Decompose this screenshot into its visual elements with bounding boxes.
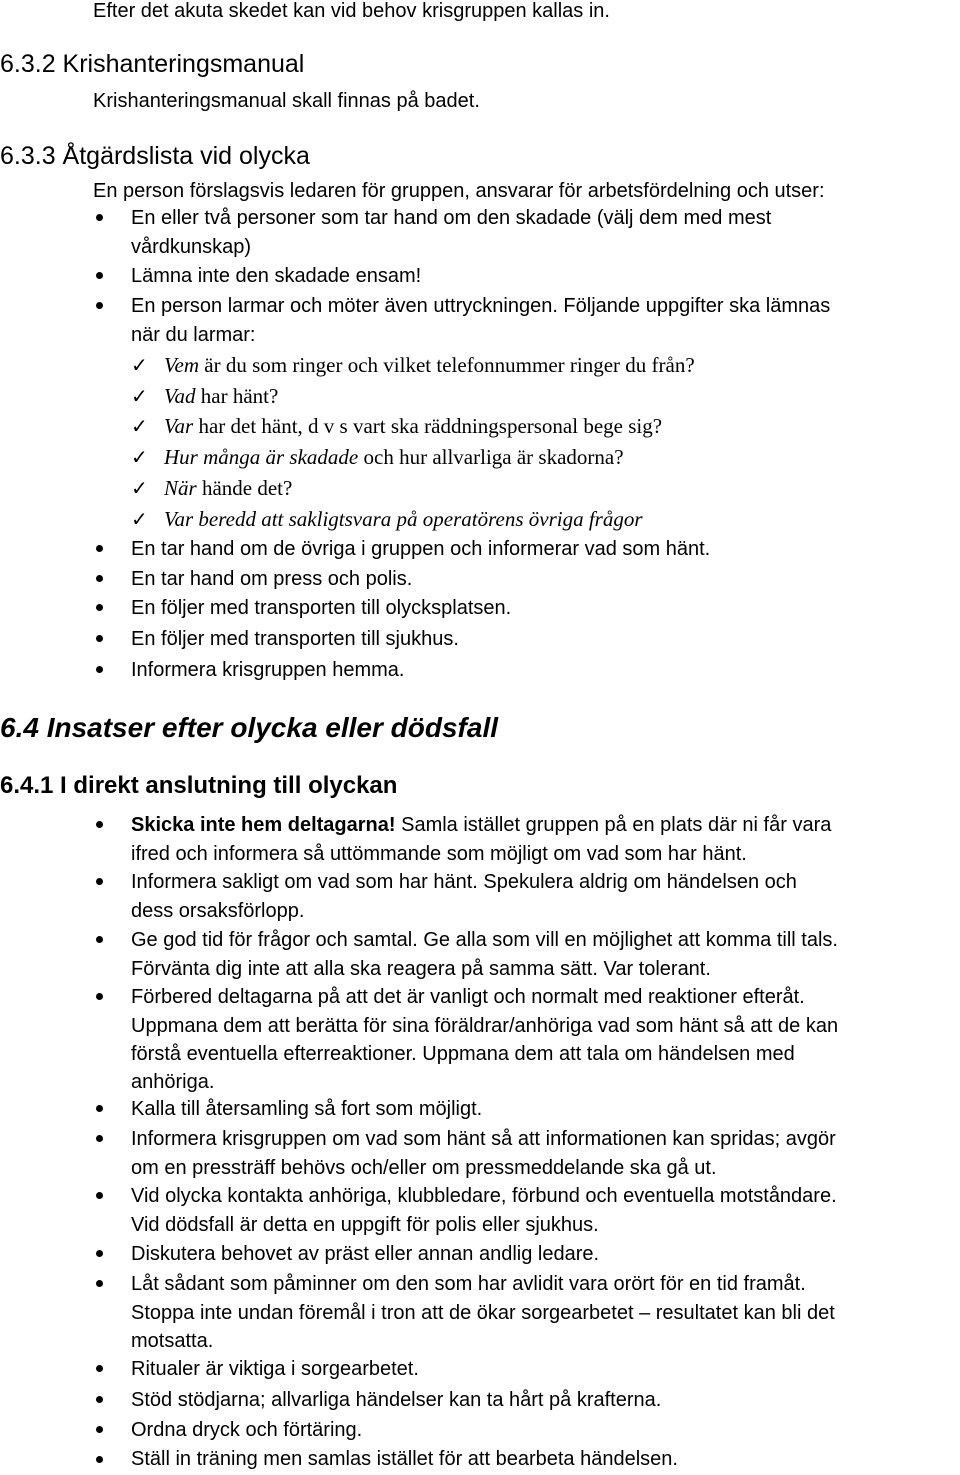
list-item: Skicka inte hem deltagarna! Samla istället gruppen på en plats där ni får vara (131, 814, 832, 836)
section-6-3-3-heading: 6.3.3 Åtgärdslista vid olycka (0, 142, 310, 170)
section-6-3-2-heading: 6.3.2 Krishanteringsmanual (0, 50, 305, 78)
list-item-cont: förstå eventuella efterreaktioner. Uppmana dem att tala om händelsen med (131, 1043, 795, 1065)
list-bullet (96, 936, 103, 943)
list-bullet (96, 1135, 103, 1142)
list-bullet (96, 993, 103, 1000)
list-item-cont: Förvänta dig inte att alla ska reagera på samma sätt. Var tolerant. (131, 958, 711, 980)
list-item: Förbered deltagarna på att det är vanligt och normalt med reaktioner efteråt. (131, 986, 805, 1008)
list-bullet (96, 1250, 103, 1257)
check-item: Hur många är skadade och hur allvarliga är skadorna? (164, 445, 624, 469)
list-bullet (96, 666, 103, 673)
list-item-cont: vårdkunskap) (131, 236, 252, 258)
check-item: Vem är du som ringer och vilket telefonnummer ringer du från? (164, 353, 695, 377)
section-6-4-1-heading: 6.4.1 I direkt anslutning till olyckan (0, 772, 398, 799)
checkmark-icon: ✓ (131, 507, 148, 531)
list-item-cont: Stoppa inte undan föremål i tron att de ökar sorgearbetet – resultatet kan bli det (131, 1302, 835, 1324)
check-item: Var beredd att sakligtsvara på operatörens övriga frågor (164, 507, 643, 531)
list-item: Stöd stödjarna; allvarliga händelser kan ta hårt på krafterna. (131, 1389, 662, 1411)
list-bullet (96, 1192, 103, 1199)
section-6-3-3-lead: En person förslagsvis ledaren för gruppen, ansvarar för arbetsfördelning och utser: (93, 180, 825, 202)
list-item-cont: när du larmar: (131, 324, 256, 346)
list-item: Ställ in träning men samlas istället för att bearbeta händelsen. (131, 1448, 678, 1470)
list-item-cont: om en pressträff behövs och/eller om pressmeddelande ska gå ut. (131, 1157, 717, 1179)
list-bullet (96, 821, 103, 828)
list-item: Lämna inte den skadade ensam! (131, 265, 422, 287)
checkmark-icon: ✓ (131, 384, 148, 408)
list-item-cont: Uppmana dem att berätta för sina föräldrar/anhöriga vad som hänt så att de kan (131, 1015, 839, 1037)
list-item: En tar hand om press och polis. (131, 568, 413, 590)
check-item: När hände det? (164, 476, 293, 500)
intro-text: Efter det akuta skedet kan vid behov krisgruppen kallas in. (93, 0, 610, 22)
list-bullet (96, 1426, 103, 1433)
list-item: Ritualer är viktiga i sorgearbetet. (131, 1358, 419, 1380)
list-bullet (96, 1105, 103, 1112)
check-item: Var har det hänt, d v s vart ska räddningspersonal bege sig? (164, 414, 663, 438)
list-item: Informera krisgruppen om vad som hänt så att informationen kan spridas; avgör (131, 1128, 836, 1150)
list-bullet (96, 575, 103, 582)
checkmark-icon: ✓ (131, 476, 148, 500)
list-item: Informera sakligt om vad som har hänt. Spekulera aldrig om händelsen och (131, 871, 797, 893)
list-bullet (96, 604, 103, 611)
list-item: Vid olycka kontakta anhöriga, klubbledare, förbund och eventuella motståndare. (131, 1185, 837, 1207)
checkmark-icon: ✓ (131, 445, 148, 469)
list-item: Informera krisgruppen hemma. (131, 659, 405, 681)
list-bullet (96, 272, 103, 279)
list-bullet (96, 1280, 103, 1287)
checkmark-icon: ✓ (131, 353, 148, 377)
list-item: Ge god tid för frågor och samtal. Ge alla som vill en möjlighet att komma till tals. (131, 929, 838, 951)
list-item: Diskutera behovet av präst eller annan andlig ledare. (131, 1243, 600, 1265)
list-bullet (96, 1396, 103, 1403)
list-item: En tar hand om de övriga i gruppen och informerar vad som hänt. (131, 538, 711, 560)
list-item-cont: dess orsaksförlopp. (131, 900, 305, 922)
list-bullet (96, 1365, 103, 1372)
list-item: En eller två personer som tar hand om den skadade (välj dem med mest (131, 207, 772, 229)
list-bullet (96, 302, 103, 309)
check-item: Vad har hänt? (164, 384, 279, 408)
section-6-4-heading: 6.4 Insatser efter olycka eller dödsfall (0, 712, 499, 743)
list-bullet (96, 214, 103, 221)
list-item-cont: motsatta. (131, 1330, 214, 1352)
list-bullet (96, 878, 103, 885)
list-item: Låt sådant som påminner om den som har avlidit vara orört för en tid framåt. (131, 1273, 806, 1295)
list-item: En följer med transporten till sjukhus. (131, 628, 459, 650)
list-bullet (96, 545, 103, 552)
list-item-cont: anhöriga. (131, 1071, 215, 1093)
list-bullet (96, 1456, 103, 1463)
list-item: Ordna dryck och förtäring. (131, 1419, 363, 1441)
list-item-cont: ifred och informera så uttömmande som möjligt om vad som har hänt. (131, 843, 747, 865)
list-bullet (96, 635, 103, 642)
list-item-cont: Vid dödsfall är detta en uppgift för polis eller sjukhus. (131, 1214, 599, 1236)
list-item: En följer med transporten till olycksplatsen. (131, 597, 512, 619)
list-item: Kalla till återsamling så fort som möjligt. (131, 1098, 483, 1120)
list-item: En person larmar och möter även uttryckningen. Följande uppgifter ska lämnas (131, 295, 831, 317)
section-6-3-2-body: Krishanteringsmanual skall finnas på badet. (93, 90, 480, 112)
checkmark-icon: ✓ (131, 414, 148, 438)
